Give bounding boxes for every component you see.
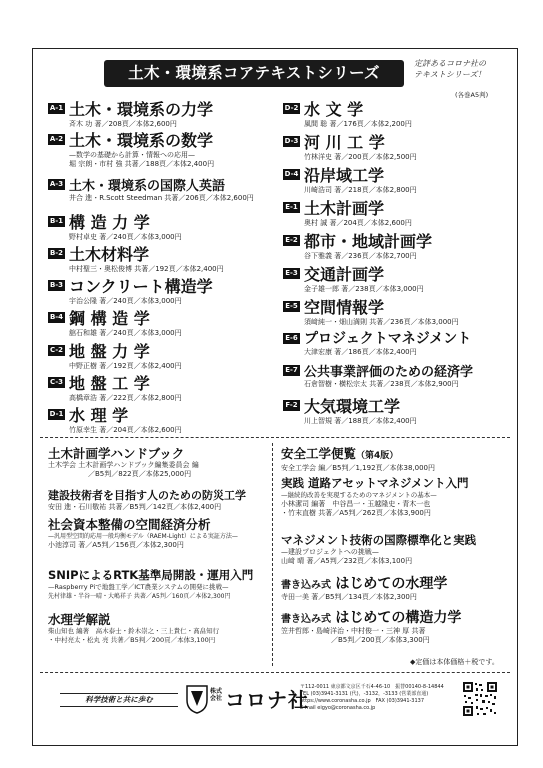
series-title: 土木・環境系コアテキストシリーズ [128,64,380,82]
tagline [414,58,486,80]
book-meta: 石倉智樹・横松宗太 共著／238頁／本体2,900円 [304,380,459,388]
volume-badge: D-3 [284,137,299,145]
volume-badge: E-5 [283,301,300,312]
book-title: 安全工学便覧 [281,446,357,461]
worksheet-label: 書き込み式 [281,580,331,591]
reference-book[interactable] [281,476,531,518]
series-book[interactable] [283,196,513,228]
volume-badge: E-3 [283,268,300,279]
series-book[interactable] [283,130,513,162]
book-meta: ・中村亮太・松丸 亮 共著／B5判／200頁／本体3,100円 [48,636,216,644]
reference-book[interactable] [281,610,531,645]
tagline-line-1: 定評あるコロナ社の [414,59,486,68]
book-title: マネジメント技術の国際標準化と実践 [281,533,477,547]
book-title: 交通計画学 [304,265,385,284]
volume-badge: E-1 [283,202,300,213]
publisher-slogan: 科学技術と共に歩む [60,693,178,707]
book-meta: 宇治公隆 著／240頁／本体3,000円 [69,297,182,305]
book-meta: ／B5判／200頁／本体3,300円 [331,636,430,644]
book-meta: 谷下雅義 著／236頁／本体2,700円 [304,252,417,260]
book-meta: 舘石和雄 著／240頁／本体3,000円 [69,329,182,337]
series-book[interactable] [283,361,513,389]
reference-book[interactable] [48,568,298,601]
book-title: 水 理 学 [69,406,129,425]
reference-book[interactable] [281,576,531,602]
book-meta: ・竹末直樹 共著／A5判／262頁／本体3,900円 [281,509,431,517]
reference-book[interactable] [281,533,531,566]
book-meta: 堀 宗朗・市村 強 共著／188頁／本体2,400円 [69,160,215,168]
book-meta: 竹原幸生 著／204頁／本体2,600円 [69,426,182,434]
book-meta: 金子雄一郎 著／238頁／本体3,000円 [304,285,424,293]
volume-badge: D-1 [49,410,64,418]
series-banner [104,60,404,87]
book-meta: 小池淳司 著／A5判／156頁／本体2,300円 [48,541,184,549]
reference-book[interactable] [48,446,298,479]
qr-code-icon[interactable] [462,681,498,717]
book-title: 水理学解説 [48,612,111,627]
price-note: ◆定価は本体価格＋税です。 [410,658,499,666]
book-meta: 小林潔司 編著 中谷昌一・玉越隆史・青木一也 [281,500,431,508]
contact-phone: TEL (03)3941-3131 (代)，-3132，-3133 (営業部直通) [300,691,429,697]
book-title: 実践 道路アセットマネジメント入門 [281,476,469,490]
book-meta: 斉木 功 著／208頁／本体2,600円 [69,120,177,128]
book-subtitle: —継続的改善を実現するためのマネジメントの基本— [281,491,437,499]
book-meta: 寺田一美 著／B5判／134頁／本体2,300円 [281,593,417,601]
book-title: 都市・地域計画学 [304,232,433,251]
book-meta: 川崎浩司 著／218頁／本体2,800円 [304,186,417,194]
worksheet-label: 書き込み式 [281,614,331,625]
series-book[interactable] [283,328,513,357]
format-note: (各巻A5判) [455,91,489,99]
book-subtitle: —建設プロジェクトへの挑戦— [281,548,379,556]
book-title-row [281,610,531,627]
volume-badge: B-3 [49,281,64,289]
book-meta: 高橋章浩 著／222頁／本体2,800円 [69,394,182,402]
book-meta: 安田 進・石川敬祐 共著／B5判／142頁／本体2,400円 [48,503,222,511]
series-book[interactable] [48,128,278,169]
book-title: 土木計画学 [304,199,385,218]
book-meta: 井合 進・R.Scott Steedman 共著／206頁／本体2,600円 [69,194,254,202]
contact-address: 〒112-0011 東京都文京区千石4-46-10 振替00140-8-14844 [300,684,444,690]
book-title: プロジェクトマネジメント [304,331,472,347]
book-title: 土木・環境系の数学 [69,131,214,150]
series-book[interactable] [48,403,278,435]
book-meta: 安全工学会 編／B5判／1,192頁／本体38,000円 [281,464,436,472]
series-book[interactable] [48,274,278,306]
series-book[interactable] [48,97,278,129]
volume-badge: D-4 [284,170,299,178]
book-title: はじめての水理学 [335,576,448,592]
volume-badge: A-2 [49,135,64,143]
series-book[interactable] [48,210,278,242]
contact-email[interactable]: E-mail eigyo@coronasha.co.jp [300,705,376,711]
publisher-logo-icon [186,684,208,714]
reference-book[interactable] [48,612,298,645]
volume-badge: B-4 [49,313,64,321]
series-book[interactable] [283,295,513,327]
book-meta: 竹林洋史 著／200頁／本体2,500円 [304,153,417,161]
series-book[interactable] [48,175,278,203]
book-meta: 土木学会 土木計画学ハンドブック編集委員会 編 [48,461,199,469]
company-type: 株式会社 [210,688,223,702]
reference-book[interactable] [48,517,298,550]
book-title: 土木・環境系の力学 [69,100,214,119]
book-meta: 柴山知也 編著 高木泰士・鈴木崇之・三上貴仁・髙畠知行 [48,627,220,635]
book-title: コンクリート構造学 [69,277,213,296]
volume-badge: B-1 [49,217,64,225]
volume-badge: E-6 [283,333,300,344]
book-subtitle: —数学の基礎から計算・情報への応用— [69,151,195,159]
volume-badge: B-2 [49,249,64,257]
volume-badge: E-7 [283,365,300,376]
book-meta: 中村聖三・奥松俊博 共著／192頁／本体2,400円 [69,265,224,273]
book-title: 社会資本整備の空間経済分析 [48,517,211,532]
book-meta: 野村卓史 著／240頁／本体3,000円 [69,233,182,241]
volume-badge: C-3 [49,378,64,386]
book-title: 空間情報学 [304,298,385,317]
book-meta: 須﨑純一・畑山満則 共著／236頁／本体3,000円 [304,318,459,326]
tagline-line-2: テキストシリーズ！ [414,70,486,79]
book-title: SNIPによるRTK基準局開設・運用入門 [48,568,254,582]
book-title-row [281,576,531,593]
book-title: 水 文 学 [304,100,364,119]
volume-badge: A-3 [49,180,64,188]
series-book[interactable] [48,306,278,338]
footer-divider [40,672,510,673]
book-subtitle: —Raspberry Piで地盤工学／ICT農業システムの開発に挑戦— [48,583,229,591]
series-book[interactable] [283,394,513,426]
series-book[interactable] [48,371,278,403]
book-title: 大気環境工学 [304,397,401,416]
series-book[interactable] [283,97,513,129]
series-book[interactable] [283,229,513,261]
book-meta: 先村律雄・半谷一晴・大嶋祥子 共著／A5判／160頁／本体2,300円 [48,593,231,600]
volume-badge: A-1 [49,104,64,112]
section-divider [40,437,510,438]
series-book[interactable] [283,163,513,195]
book-title: 地 盤 力 学 [69,342,150,361]
volume-badge: F-2 [283,400,300,411]
book-title: 土木・環境系の国際人英語 [69,179,226,194]
book-subtitle: —汎用型空間的応用一般均衡モデル（RAEM-Light）による実証方法— [48,533,238,540]
book-meta: 大津宏康 著／186頁／本体2,400円 [304,348,417,356]
company-name: コロナ社 [225,688,309,712]
book-title: 土木材料学 [69,245,150,264]
book-meta: 笠井哲郎・島崎洋治・中村俊一・三神 厚 共著 [281,627,426,635]
book-title-row [281,446,531,464]
series-book[interactable] [283,262,513,294]
book-title: 公共事業評価のための経済学 [304,365,474,380]
book-meta: 山﨑 晴 著／A5判／232頁／本体3,100円 [281,557,413,565]
volume-badge: D-2 [284,104,299,112]
book-title: 構 造 力 学 [69,213,150,232]
book-title: 河 川 工 学 [304,133,385,152]
book-meta: ／B5判／822頁／本体25,000円 [88,470,192,478]
book-title: 建設技術者を目指す人のための防災工学 [48,489,246,502]
book-title: はじめての構造力学 [335,610,462,626]
book-edition: （第4版） [356,451,399,461]
series-book[interactable] [48,242,278,274]
volume-badge: E-2 [283,235,300,246]
book-title: 鋼 構 造 学 [69,309,150,328]
book-title: 沿岸域工学 [304,166,385,185]
reference-book[interactable] [281,446,531,473]
book-title: 土木計画学ハンドブック [48,446,185,461]
book-meta: 川上智規 著／188頁／本体2,400円 [304,417,417,425]
book-meta: 風間 聡 著／176頁／本体2,200円 [304,120,412,128]
book-meta: 中野正樹 著／192頁／本体2,400円 [69,362,182,370]
reference-book[interactable] [48,488,298,512]
book-title: 地 盤 工 学 [69,374,150,393]
series-book[interactable] [48,339,278,371]
volume-badge: C-2 [49,346,64,354]
company-contact [300,684,450,712]
book-meta: 奥村 誠 著／204頁／本体2,600円 [304,219,412,227]
contact-website[interactable]: https://www.coronasha.co.jp FAX (03)3941-3137 [300,698,425,704]
